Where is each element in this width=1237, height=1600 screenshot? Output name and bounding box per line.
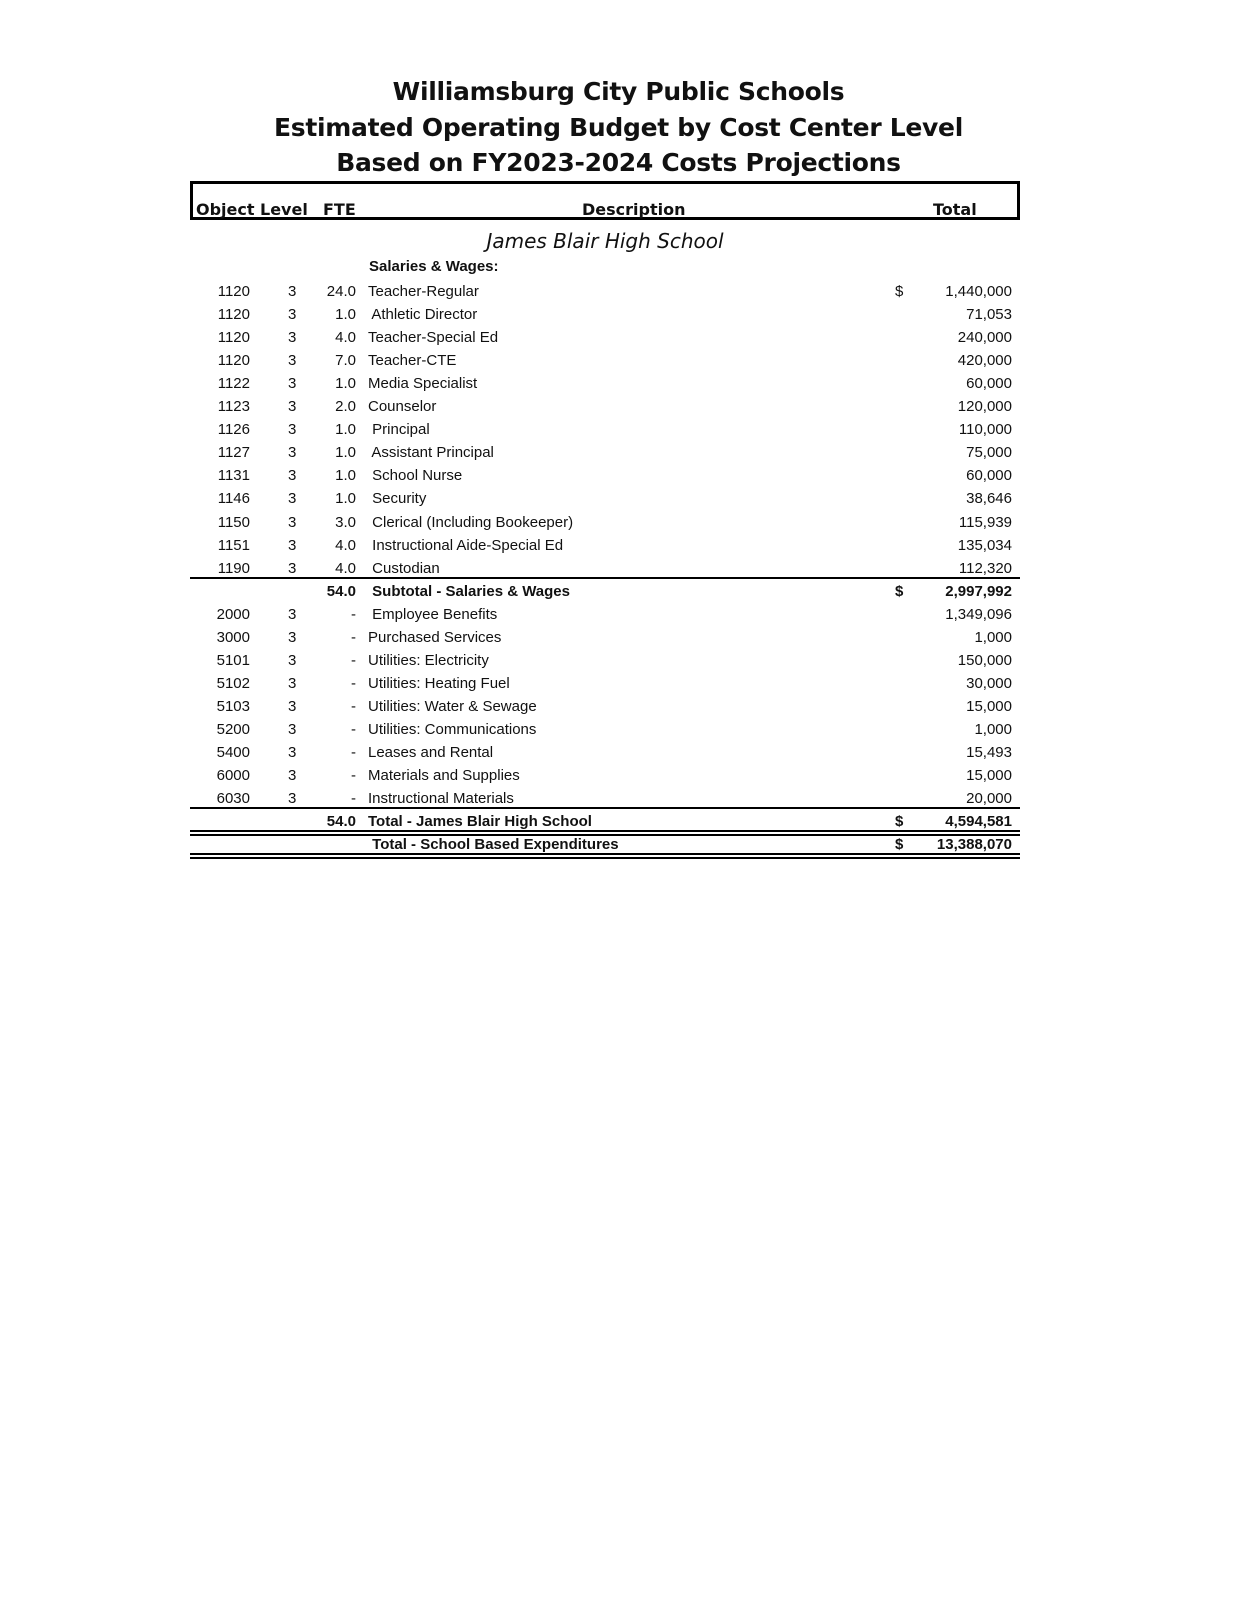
row-description: Clerical (Including Bookeeper)	[368, 513, 574, 531]
table-row	[190, 325, 1020, 348]
row-fte: 4.0	[335, 559, 356, 577]
row-object: 1146	[217, 490, 250, 508]
row-description: Materials and Supplies	[368, 767, 520, 785]
row-fte: -	[351, 720, 356, 738]
header-total: Total	[933, 200, 977, 219]
table-row	[190, 809, 1020, 832]
row-fte: 24.0	[326, 283, 356, 300]
table-row	[190, 302, 1020, 325]
report-title-line-1: Williamsburg City Public Schools	[392, 77, 845, 106]
row-description: Instructional Aide-Special Ed	[368, 536, 564, 554]
row-total: 75,000	[966, 444, 1012, 462]
row-total: 60,000	[966, 467, 1012, 485]
row-object: 1151	[217, 536, 250, 554]
table-row	[190, 717, 1020, 740]
total-double-rule-bottom	[190, 834, 1020, 836]
row-level: 3	[288, 697, 297, 715]
table-row	[190, 763, 1020, 786]
row-total: 1,000	[974, 628, 1012, 646]
row-object: 1150	[217, 513, 250, 531]
table-row	[190, 510, 1020, 533]
row-object: 1120	[217, 352, 250, 370]
row-fte: -	[351, 790, 356, 808]
row-fte: 2.0	[335, 398, 356, 416]
header-description: Description	[582, 200, 686, 219]
row-description: Teacher-Regular	[368, 283, 479, 300]
row-fte: -	[351, 697, 356, 715]
row-fte: 54.0	[326, 813, 356, 831]
row-description: Teacher-Special Ed	[368, 329, 499, 347]
row-level: 3	[288, 767, 297, 785]
row-object: 1123	[217, 398, 250, 416]
row-object: 3000	[216, 628, 250, 646]
row-level: 3	[288, 790, 297, 808]
table-row	[190, 648, 1020, 671]
row-level: 3	[288, 605, 297, 623]
row-object: 6000	[216, 767, 250, 785]
row-level: 3	[288, 352, 297, 370]
row-total: 120,000	[957, 398, 1012, 416]
row-description: Principal	[368, 421, 430, 439]
row-description: Utilities: Communications	[368, 720, 537, 738]
row-fte: 1.0	[335, 375, 356, 393]
table-row	[190, 740, 1020, 763]
row-object: 5103	[216, 697, 250, 715]
row-total: 150,000	[957, 651, 1012, 669]
row-object: 1120	[217, 283, 250, 300]
table-row	[190, 579, 1020, 602]
row-object: 1120	[217, 306, 250, 324]
row-object: 1120	[217, 329, 250, 347]
row-total: 1,349,096	[945, 605, 1012, 623]
row-object: 1127	[217, 444, 250, 462]
row-level: 3	[288, 674, 297, 692]
row-description: Employee Benefits	[368, 605, 498, 623]
table-row	[190, 671, 1020, 694]
row-object: 2000	[216, 605, 250, 623]
row-object: 6030	[216, 790, 250, 808]
row-fte: -	[351, 767, 356, 785]
table-row	[190, 625, 1020, 648]
row-description: Athletic Director	[368, 306, 478, 324]
table-row	[190, 440, 1020, 463]
row-description: Security	[368, 490, 427, 508]
row-level: 3	[288, 490, 297, 508]
row-description: Utilities: Water & Sewage	[368, 697, 537, 715]
row-total: 2,997,992	[945, 582, 1012, 600]
row-object: 1122	[217, 375, 250, 393]
row-total: 240,000	[957, 329, 1012, 347]
row-total: 15,000	[966, 697, 1012, 715]
row-level: 3	[288, 559, 297, 577]
report-title-block	[0, 74, 1237, 181]
header-fte: FTE	[323, 200, 356, 219]
row-object: 5101	[216, 651, 250, 669]
row-fte: 4.0	[335, 329, 356, 347]
school-total-rule	[190, 807, 1020, 809]
table-header	[190, 181, 1020, 220]
row-description: Teacher-CTE	[368, 352, 457, 370]
row-fte: 1.0	[335, 467, 356, 485]
table-row	[190, 348, 1020, 371]
row-description: School Nurse	[368, 467, 463, 485]
row-total: 71,053	[966, 306, 1012, 324]
row-description: Purchased Services	[368, 628, 502, 646]
row-level: 3	[288, 283, 297, 300]
row-dollar-sign: $	[895, 836, 904, 854]
header-level: Level	[260, 200, 308, 219]
table-row	[190, 463, 1020, 486]
subtotal-rule	[190, 577, 1020, 579]
row-fte: 1.0	[335, 421, 356, 439]
row-object: 1131	[217, 467, 250, 485]
row-total: 110,000	[958, 421, 1012, 439]
row-description: Assistant Principal	[368, 444, 494, 462]
row-total: 1,440,000	[945, 283, 1012, 300]
row-total: 135,034	[957, 536, 1012, 554]
row-dollar-sign: $	[895, 582, 904, 600]
row-description: Instructional Materials	[368, 790, 514, 808]
row-dollar-sign: $	[895, 813, 904, 831]
row-description: Total - School Based Expenditures	[368, 836, 619, 854]
row-level: 3	[288, 513, 297, 531]
row-object: 5200	[216, 720, 250, 738]
row-fte: 3.0	[335, 513, 356, 531]
table-row	[190, 694, 1020, 717]
row-description: Leases and Rental	[368, 744, 494, 761]
row-description: Total - James Blair High School	[368, 813, 592, 831]
row-level: 3	[288, 744, 297, 761]
row-level: 3	[288, 467, 297, 485]
table-row	[190, 417, 1020, 440]
row-total: 1,000	[974, 720, 1012, 738]
row-level: 3	[288, 720, 297, 738]
grand-total-double-rule-top	[190, 853, 1020, 855]
row-fte: 1.0	[335, 306, 356, 324]
row-total: 112,320	[958, 559, 1012, 577]
row-level: 3	[288, 398, 297, 416]
row-total: 30,000	[966, 674, 1012, 692]
row-description: Counselor	[368, 398, 437, 416]
row-object: 1126	[217, 421, 250, 439]
row-total: 15,493	[966, 744, 1012, 761]
school-name: James Blair High School	[486, 229, 724, 253]
row-description: Subtotal - Salaries & Wages	[368, 582, 570, 600]
row-fte: -	[351, 628, 356, 646]
row-level: 3	[288, 306, 297, 324]
row-level: 3	[288, 329, 297, 347]
table-row	[190, 486, 1020, 509]
row-total: 38,646	[966, 490, 1012, 508]
row-total: 15,000	[966, 767, 1012, 785]
report-title-line-3: Based on FY2023-2024 Costs Projections	[336, 148, 901, 177]
table-row	[190, 602, 1020, 625]
row-fte: -	[351, 674, 356, 692]
row-fte: 54.0	[326, 582, 356, 600]
row-description: Utilities: Electricity	[368, 651, 489, 669]
table-row	[190, 371, 1020, 394]
report-title-line-2: Estimated Operating Budget by Cost Center Level	[274, 112, 963, 142]
row-level: 3	[288, 536, 297, 554]
row-description: Utilities: Heating Fuel	[368, 674, 510, 692]
row-level: 3	[288, 375, 297, 393]
table-row	[190, 394, 1020, 417]
row-total: 60,000	[966, 375, 1012, 393]
row-fte: -	[351, 605, 356, 623]
row-fte: 1.0	[335, 490, 356, 508]
row-total: 115,939	[958, 513, 1012, 531]
table-row	[190, 556, 1020, 579]
row-total: 4,594,581	[945, 813, 1012, 831]
row-object: 1190	[217, 559, 250, 577]
row-dollar-sign: $	[895, 283, 904, 300]
grand-total-double-rule-bottom	[190, 857, 1020, 859]
total-double-rule-top	[190, 830, 1020, 832]
row-fte: 7.0	[335, 352, 356, 370]
row-fte: 4.0	[335, 536, 356, 554]
row-total: 13,388,070	[936, 836, 1012, 854]
row-object: 5400	[216, 744, 250, 761]
table-row	[190, 279, 1020, 302]
row-fte: -	[351, 744, 356, 761]
row-object: 5102	[216, 674, 250, 692]
row-level: 3	[288, 651, 297, 669]
row-description: Custodian	[368, 559, 440, 577]
row-fte: -	[351, 651, 356, 669]
row-level: 3	[288, 628, 297, 646]
row-total: 20,000	[966, 790, 1012, 808]
row-level: 3	[288, 444, 297, 462]
table-row	[190, 786, 1020, 809]
section-label: Salaries & Wages:	[369, 258, 499, 275]
row-fte: 1.0	[335, 444, 356, 462]
table-row	[190, 533, 1020, 556]
header-object: Object	[196, 200, 255, 219]
row-total: 420,000	[957, 352, 1012, 370]
row-level: 3	[288, 421, 297, 439]
row-description: Media Specialist	[368, 375, 478, 393]
